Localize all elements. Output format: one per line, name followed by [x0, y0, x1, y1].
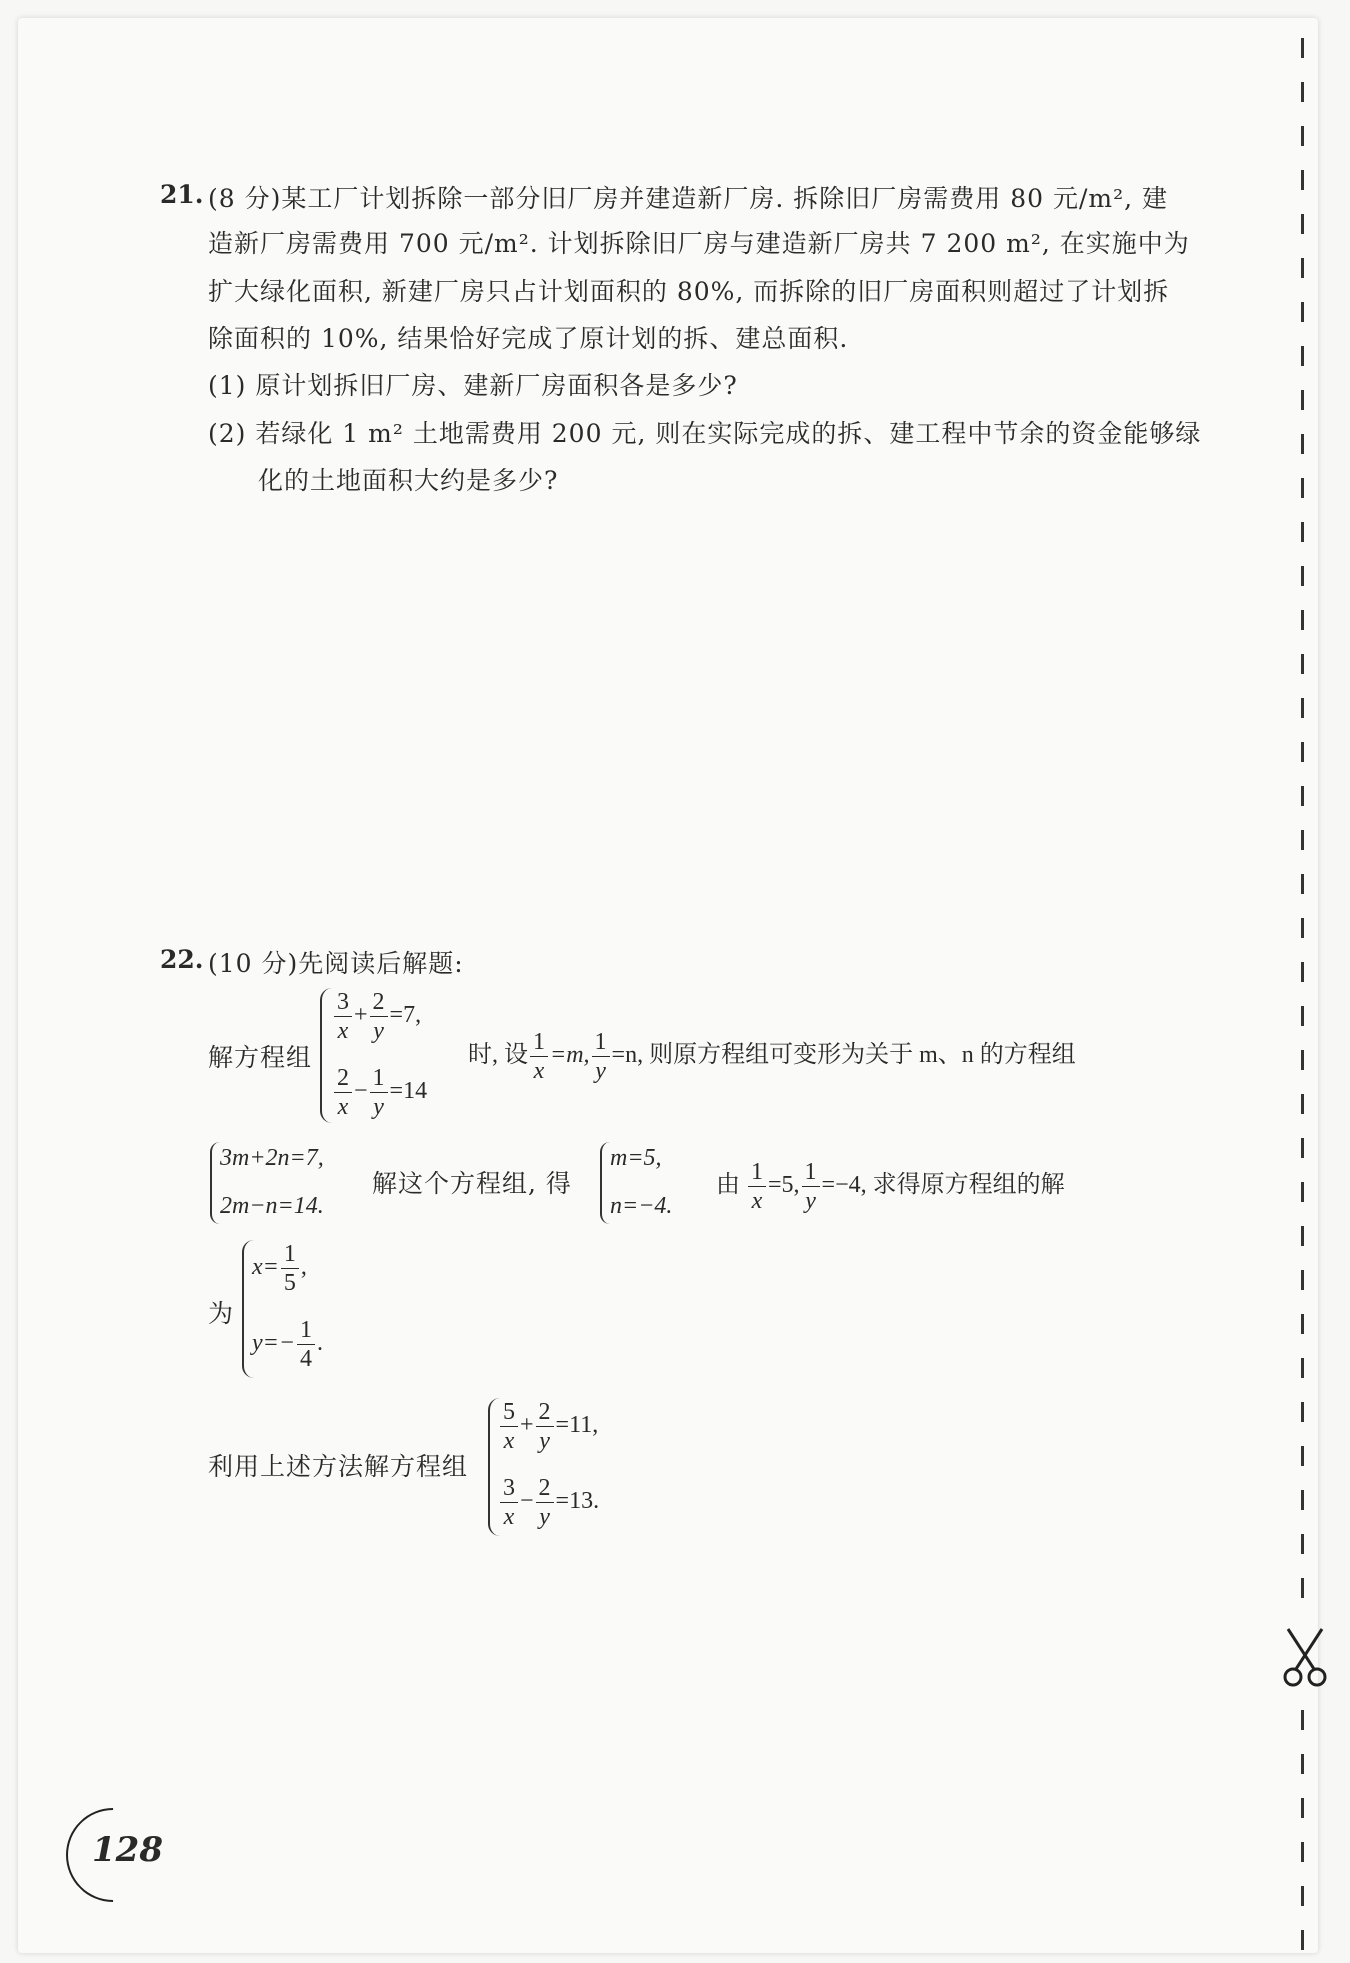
cut-line-dash: [1301, 654, 1304, 674]
system3-eq1: m=5,: [610, 1145, 662, 1171]
system3-brace: [600, 1142, 610, 1224]
cut-line-dash: [1301, 742, 1304, 762]
cut-line-dash: [1301, 962, 1304, 982]
cut-line-dash: [1301, 390, 1304, 410]
system4-eq1-tail: =11,: [555, 1412, 599, 1439]
cut-line-dash: [1301, 434, 1304, 454]
q21-line3: 扩大绿化面积, 新建厂房只占计划面积的 80%, 而拆除的旧厂房面积则超过了计划拆: [208, 277, 1170, 306]
cut-line-dash: [1301, 1930, 1304, 1950]
cut-line-dash: [1301, 918, 1304, 938]
cut-line-dash: [1301, 126, 1304, 146]
system1-eq1-tail: =7,: [389, 1002, 422, 1029]
cut-line-dash: [1301, 1358, 1304, 1378]
cut-line-dash: [1301, 1578, 1304, 1598]
eq-5: =5,: [768, 1172, 800, 1199]
q21-sub1: (1) 原计划拆旧厂房、建新厂房面积各是多少?: [208, 371, 738, 400]
system2-eq1: 3m+2n=7,: [220, 1145, 324, 1171]
cut-line-dash: [1301, 1314, 1304, 1334]
scissors-icon: [1282, 1625, 1328, 1689]
q21-sub2-line1: (2) 若绿化 1 m² 土地需费用 200 元, 则在实际完成的拆、建工程中节余的资金能够绿: [208, 419, 1202, 448]
cut-line-dash: [1301, 1050, 1304, 1070]
cut-line-dash: [1301, 1710, 1304, 1730]
when-text: 时, 设: [468, 1042, 528, 1069]
cut-line-dash: [1301, 1534, 1304, 1554]
cut-line-dash: [1301, 1798, 1304, 1818]
eq-neg4: =−4, 求得原方程组的解: [821, 1172, 1065, 1199]
q21-line1: (8 分)某工厂计划拆除一部分旧厂房并建造新厂房. 拆除旧厂房需费用 80 元/m², 建: [208, 184, 1169, 213]
cut-line-dash: [1301, 170, 1304, 190]
cut-line-dash: [1301, 1446, 1304, 1466]
substitution-line: 时, 设 $\frac{1}{x}$ =m, $\frac{1}{y}$ =n, 则原方程组可变形为关于 m、n 的方程组: [468, 1029, 1076, 1084]
system1-eq2: $\frac{2}{x}$ − $\frac{1}{y}$ =14: [332, 1066, 427, 1119]
q21-sub2-line2: 化的土地面积大约是多少?: [258, 466, 559, 495]
cut-line-dash: [1301, 38, 1304, 58]
solve-this-text: 解这个方程组, 得: [372, 1169, 572, 1198]
cut-line-dash: [1301, 522, 1304, 542]
system4-eq2: $\frac{3}{x}$ − $\frac{2}{y}$ =13.: [498, 1476, 599, 1529]
q21-line4: 除面积的 10%, 结果恰好完成了原计划的拆、建总面积.: [208, 324, 849, 353]
cut-line-dash: [1301, 1094, 1304, 1114]
cut-line-dash: [1301, 1402, 1304, 1422]
solve-label: 解方程组: [208, 1043, 313, 1072]
cut-line-dash: [1301, 1842, 1304, 1862]
derivation-line: 由 $\frac{1}{x}$ =5, $\frac{1}{y}$ =−4, 求得原方程组的解: [716, 1159, 1065, 1214]
page-number: 128: [92, 1830, 163, 1870]
q21-line2: 造新厂房需费用 700 元/m². 计划拆除旧厂房与建造新厂房共 7 200 m², 在实施中为: [208, 229, 1190, 258]
cut-line-dash: [1301, 610, 1304, 630]
system1-brace: [320, 988, 332, 1123]
cut-line-dash: [1301, 830, 1304, 850]
system4-eq2-tail: =13.: [555, 1488, 600, 1515]
cut-line-dash: [1301, 1138, 1304, 1158]
use-method-text: 利用上述方法解方程组: [208, 1452, 469, 1481]
cut-line-dash: [1301, 874, 1304, 894]
cut-line-dash: [1301, 698, 1304, 718]
solution-y: y=− $\frac{1}{4}$ .: [252, 1317, 324, 1372]
cut-line-dash: [1301, 258, 1304, 278]
system1-eq2-tail: =14: [389, 1078, 428, 1105]
system4-eq1: $\frac{5}{x}$ + $\frac{2}{y}$ =11,: [498, 1400, 598, 1453]
cut-line-dash: [1301, 302, 1304, 322]
system1-eq1: $\frac{3}{x}$ + $\frac{2}{y}$ =7,: [332, 990, 421, 1043]
q22-intro: (10 分)先阅读后解题:: [208, 949, 464, 978]
cut-line-dash: [1301, 214, 1304, 234]
solution-x: x= $\frac{1}{5}$ ,: [252, 1241, 307, 1296]
system2-brace: [210, 1142, 220, 1224]
cut-line-dash: [1301, 1006, 1304, 1026]
sol-x-label: x=: [252, 1254, 279, 1281]
q21-number: 21.: [160, 180, 204, 209]
system2-eq2: 2m−n=14.: [220, 1193, 324, 1219]
q22-number: 22.: [160, 945, 204, 974]
set-n: =n, 则原方程组可变形为关于 m、n 的方程组: [611, 1042, 1076, 1069]
from-text: 由: [716, 1172, 740, 1199]
cut-line-dash: [1301, 1490, 1304, 1510]
cut-line-dash: [1301, 566, 1304, 586]
system3-eq2: n=−4.: [610, 1193, 673, 1219]
cut-line-dash: [1301, 1886, 1304, 1906]
cut-line-dash: [1301, 1270, 1304, 1290]
sol-y-label: y=−: [252, 1330, 296, 1357]
cut-line-dash: [1301, 1754, 1304, 1774]
set-m: =m,: [550, 1042, 590, 1069]
cut-line-dash: [1301, 82, 1304, 102]
cut-line-dash: [1301, 346, 1304, 366]
cut-line-dash: [1301, 1226, 1304, 1246]
wei-text: 为: [208, 1299, 235, 1328]
cut-line-dash: [1301, 786, 1304, 806]
cut-line-dash: [1301, 1182, 1304, 1202]
cut-line-dash: [1301, 478, 1304, 498]
